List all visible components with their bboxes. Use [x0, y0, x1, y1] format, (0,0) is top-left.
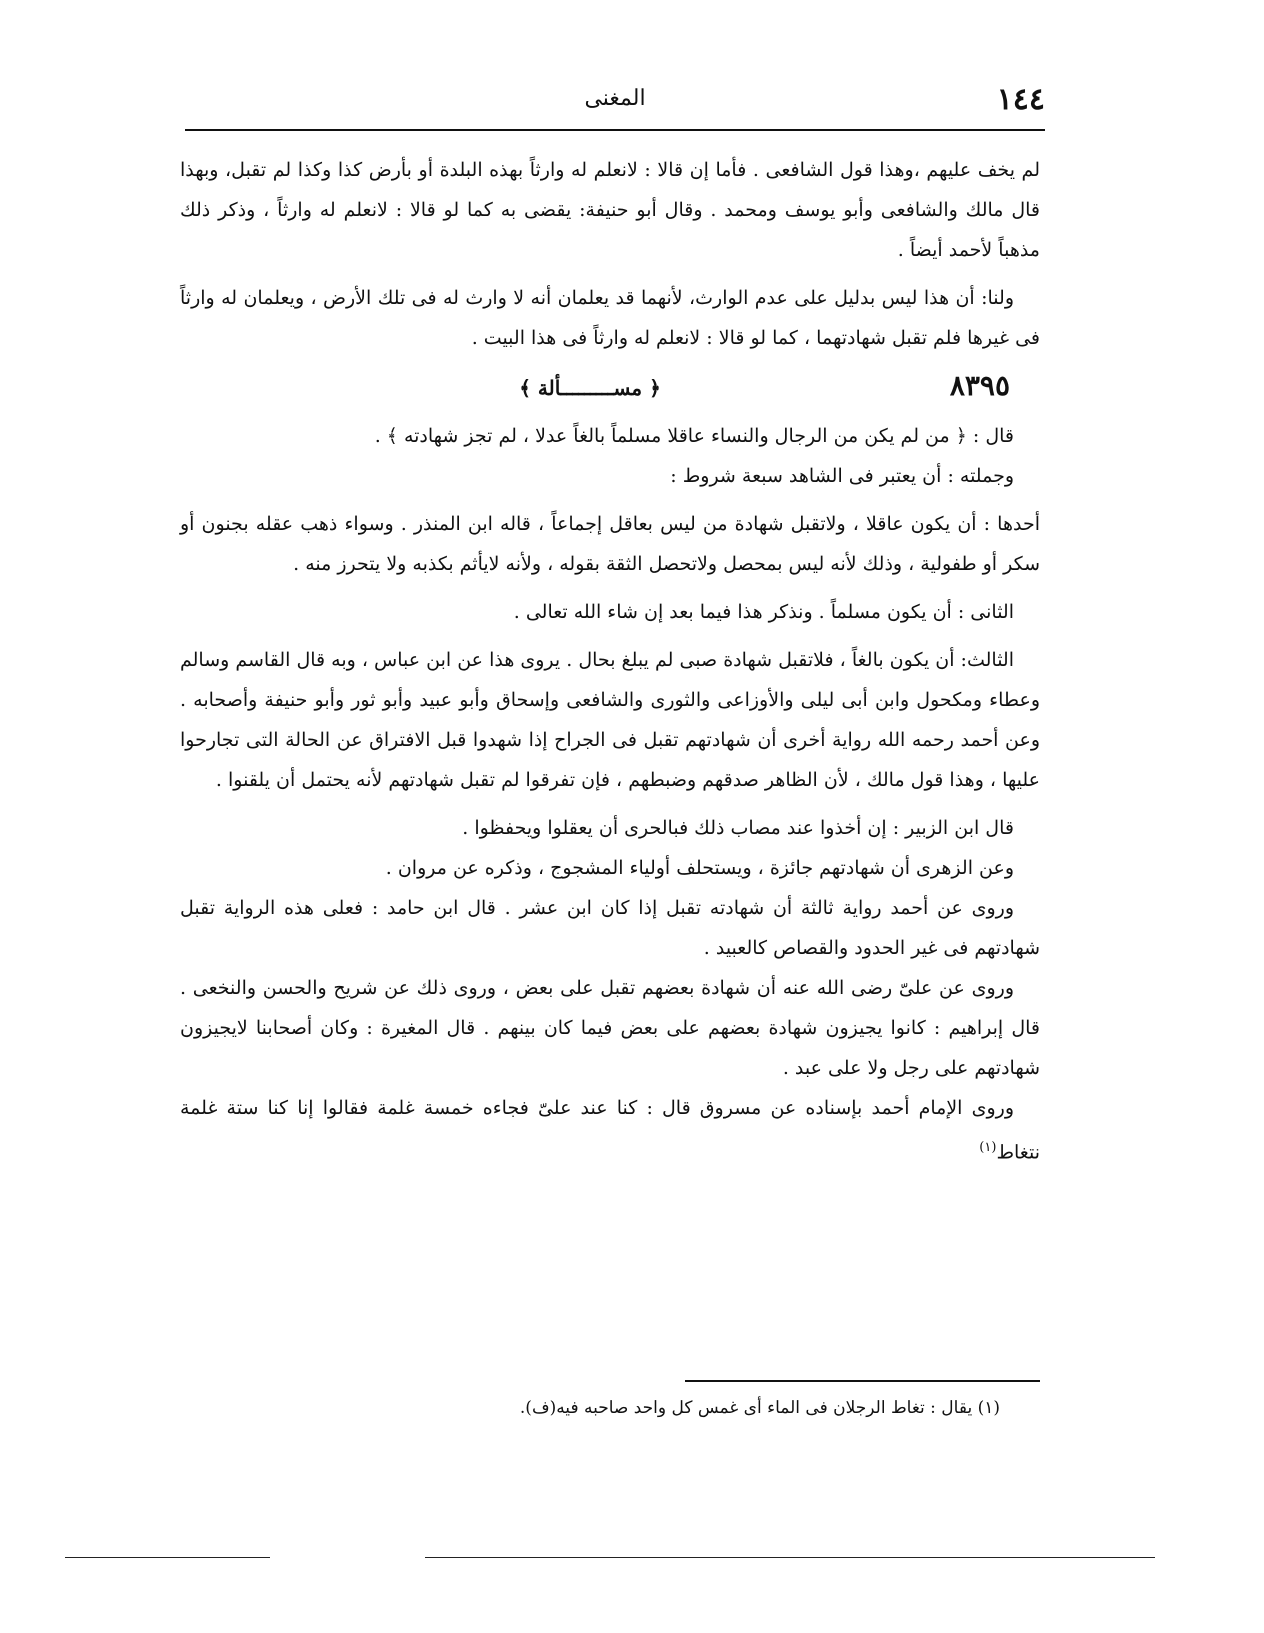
footnote-divider [685, 1380, 1040, 1382]
paragraph: الثالث: أن يكون بالغاً ، فلاتقبل شهادة صبى لم يبلغ بحال . يروى هذا عن ابن عباس ، وبه قال القاسم وسالم وعطاء ومكحول وابن أبى ليلى والأوزاعى والثورى والشافعى وإسحاق وأبو عبيد وأبو ثور وأبو حنيفة وأصحابه . وعن أحمد رحمه الله رواية أخرى أن شهادتهم تقبل فى الجراح إذا شهدوا قبل الافتراق عن الحالة التى تجارحوا عليها ، وهذا قول مالك ، لأن الظاهر صدقهم وضبطهم ، فإن تفرقوا لم تقبل شهادتهم لأنه يحتمل أن يلقنوا . [180, 649, 1040, 791]
header-divider [185, 129, 1045, 131]
section-title: ﴿ مســـــــــألة ﴾ [519, 376, 661, 400]
paragraph: وروى عن أحمد رواية ثالثة أن شهادته تقبل إذا كان ابن عشر . قال ابن حامد : فعلى هذه الرواية تقبل شهادتهم فى غير الحدود والقصاص كالعبيد . [180, 897, 1040, 959]
section-heading [180, 366, 1040, 410]
paragraph: الثانى : أن يكون مسلماً . ونذكر هذا فيما بعد إن شاء الله تعالى . [513, 601, 1014, 623]
paragraph: أحدها : أن يكون عاقلا ، ولاتقبل شهادة من ليس بعاقل إجماعاً ، قاله ابن المنذر . وسواء ذهب عقله بجنون أو سكر أو طفولية ، وذلك لأنه ليس بمحصل ولاتحصل الثقة بقوله ، ولأنه لايأثم بكذبه ولا يتحرز منه . [180, 513, 1040, 575]
last-line-text: وروى الإمام أحمد بإسناده عن مسروق قال : كنا عند علىّ فجاءه خمسة غلمة فقالوا إنا كنا ستة غلمة نتغاط [180, 1097, 1040, 1164]
bottom-rule-right [425, 1557, 1155, 1558]
main-text [180, 150, 1040, 1172]
paragraph: وروى عن علىّ رضى الله عنه أن شهادة بعضهم تقبل على بعض ، وروى ذلك عن شريح والحسن والنخعى . قال إبراهيم : كانوا يجيزون شهادة بعضهم على بعض فيما كان بينهم . قال المغيرة : وكان أصحابنا لايجيزون شهادتهم على رجل ولا على عبد . [180, 977, 1040, 1079]
paragraph: لم يخف عليهم ،وهذا قول الشافعى . فأما إن قالا : لانعلم له وارثاً بهذه البلدة أو بأرض كذا وكذا لم تقبل، وبهذا قال مالك والشافعى وأبو يوسف ومحمد . وقال أبو حنيفة: يقضى به كما لو قالا : لانعلم له وارثاً ، وذكر ذلك مذهباً لأحمد أيضاً . [180, 159, 1040, 261]
page-number: ١٤٤ [996, 82, 1045, 117]
footnote: (١) يقال : تغاط الرجلان فى الماء أى غمس كل واحد صاحبه فيه(ف). [519, 1398, 1000, 1418]
page-header [185, 82, 1045, 126]
paragraph-last-line [180, 1088, 1040, 1172]
paragraph: وجملته : أن يعتبر فى الشاهد سبعة شروط : [670, 465, 1014, 487]
bottom-rule-left [65, 1557, 270, 1558]
paragraph: وعن الزهرى أن شهادتهم جائزة ، ويستحلف أولياء المشجوج ، وذكره عن مروان . [385, 857, 1014, 879]
footnote-reference: (١) [979, 1140, 997, 1155]
section-number: ٨٣٩٥ [949, 369, 1010, 402]
paragraph: قال ابن الزبير : إن أخذوا عند مصاب ذلك فبالحرى أن يعقلوا ويحفظوا . [462, 817, 1014, 839]
paragraph: ولنا: أن هذا ليس بدليل على عدم الوارث، لأنهما قد يعلمان أنه لا وارث له فى تلك الأرض ، ويعلمان له وارثاً فى غيرها فلم تقبل شهادتهما ، كما لو قالا : لانعلم له وارثاً فى هذا البيت . [180, 287, 1040, 349]
running-title: المغنى [584, 86, 646, 111]
paragraph: قال : ﴿ من لم يكن من الرجال والنساء عاقلا مسلماً بالغاً عدلا ، لم تجز شهادته ﴾ . [374, 425, 1014, 447]
